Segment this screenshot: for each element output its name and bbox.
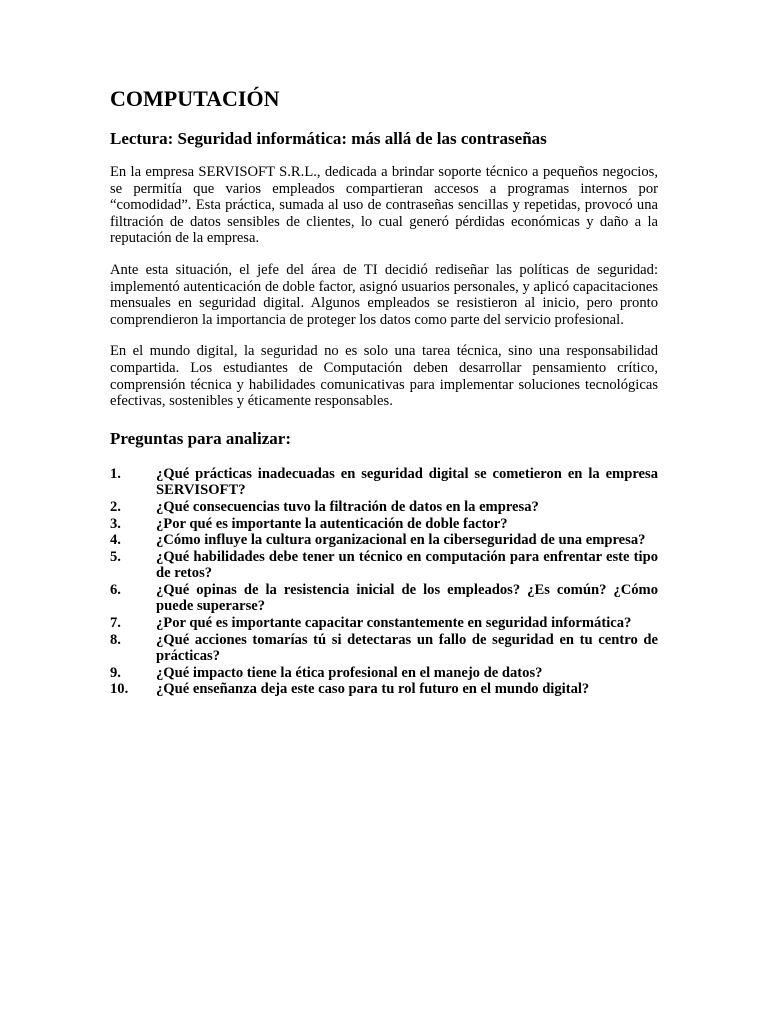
question-item <box>110 681 658 698</box>
question-number: 4. <box>110 532 121 549</box>
questions-list <box>110 466 658 698</box>
question-text: ¿Por qué es importante capacitar constantemente en seguridad informática? <box>156 615 632 632</box>
question-number: 8. <box>110 631 121 648</box>
document-title: COMPUTACIÓN <box>110 86 280 111</box>
question-item <box>110 665 658 682</box>
question-text: ¿Por qué es importante la autenticación de doble factor? <box>156 515 508 532</box>
question-text: ¿Qué prácticas inadecuadas en seguridad digital se cometieron en la empresa SERVISOFT? <box>156 465 658 499</box>
question-number: 2. <box>110 498 121 515</box>
question-text: ¿Qué consecuencias tuvo la filtración de datos en la empresa? <box>156 498 539 515</box>
paragraph-3: En el mundo digital, la seguridad no es solo una tarea técnica, sino una responsabilidad compartida. Los estudiantes de Computación deben desarrollar pensamiento crítico, comprensión técnica y habilidades comunicativas para implementar soluciones tecnológicas efectivas, sostenibles y éticamente responsables. <box>110 343 658 410</box>
paragraph-1: En la empresa SERVISOFT S.R.L., dedicada a brindar soporte técnico a pequeños negocios, se permitía que varios empleados compartieran accesos a programas internos por “comodidad”. Esta práctica, sumada al uso de contraseñas sencillas y repetidas, provocó una filtración de datos sensibles de clientes, lo cual generó pérdidas económicas y daño a la reputación de la empresa. <box>110 164 658 247</box>
question-item <box>110 615 658 632</box>
question-item <box>110 466 658 499</box>
question-item <box>110 632 658 665</box>
question-number: 6. <box>110 581 121 598</box>
question-item <box>110 499 658 516</box>
question-number: 7. <box>110 615 121 632</box>
question-text: ¿Qué opinas de la resistencia inicial de los empleados? ¿Es común? ¿Cómo puede superarse? <box>156 581 658 615</box>
question-number: 10. <box>110 681 129 698</box>
question-text: ¿Cómo influye la cultura organizacional en la ciberseguridad de una empresa? <box>156 532 646 549</box>
question-number: 3. <box>110 515 121 532</box>
question-item <box>110 516 658 533</box>
question-item <box>110 582 658 615</box>
question-number: 5. <box>110 548 121 565</box>
paragraph-2: Ante esta situación, el jefe del área de TI decidió rediseñar las políticas de seguridad: implementó autenticación de doble factor, asignó usuarios personales, y aplicó capacitaciones mensuales en seguridad digital. Algunos empleados se resistieron al inicio, pero pronto comprendieron la importancia de proteger los datos como parte del servicio profesional. <box>110 261 658 328</box>
question-number: 9. <box>110 664 121 681</box>
question-text: ¿Qué acciones tomarías tú si detectaras un fallo de seguridad en tu centro de prácticas? <box>156 631 658 665</box>
document-page <box>110 86 658 698</box>
question-item <box>110 532 658 549</box>
questions-title: Preguntas para analizar: <box>110 428 292 448</box>
reading-title: Lectura: Seguridad informática: más allá de las contraseñas <box>110 129 547 148</box>
question-text: ¿Qué habilidades debe tener un técnico en computación para enfrentar este tipo de retos? <box>156 548 658 582</box>
question-number: 1. <box>110 465 121 482</box>
question-item <box>110 549 658 582</box>
question-text: ¿Qué enseñanza deja este caso para tu rol futuro en el mundo digital? <box>156 681 590 698</box>
question-text: ¿Qué impacto tiene la ética profesional en el manejo de datos? <box>156 664 543 681</box>
